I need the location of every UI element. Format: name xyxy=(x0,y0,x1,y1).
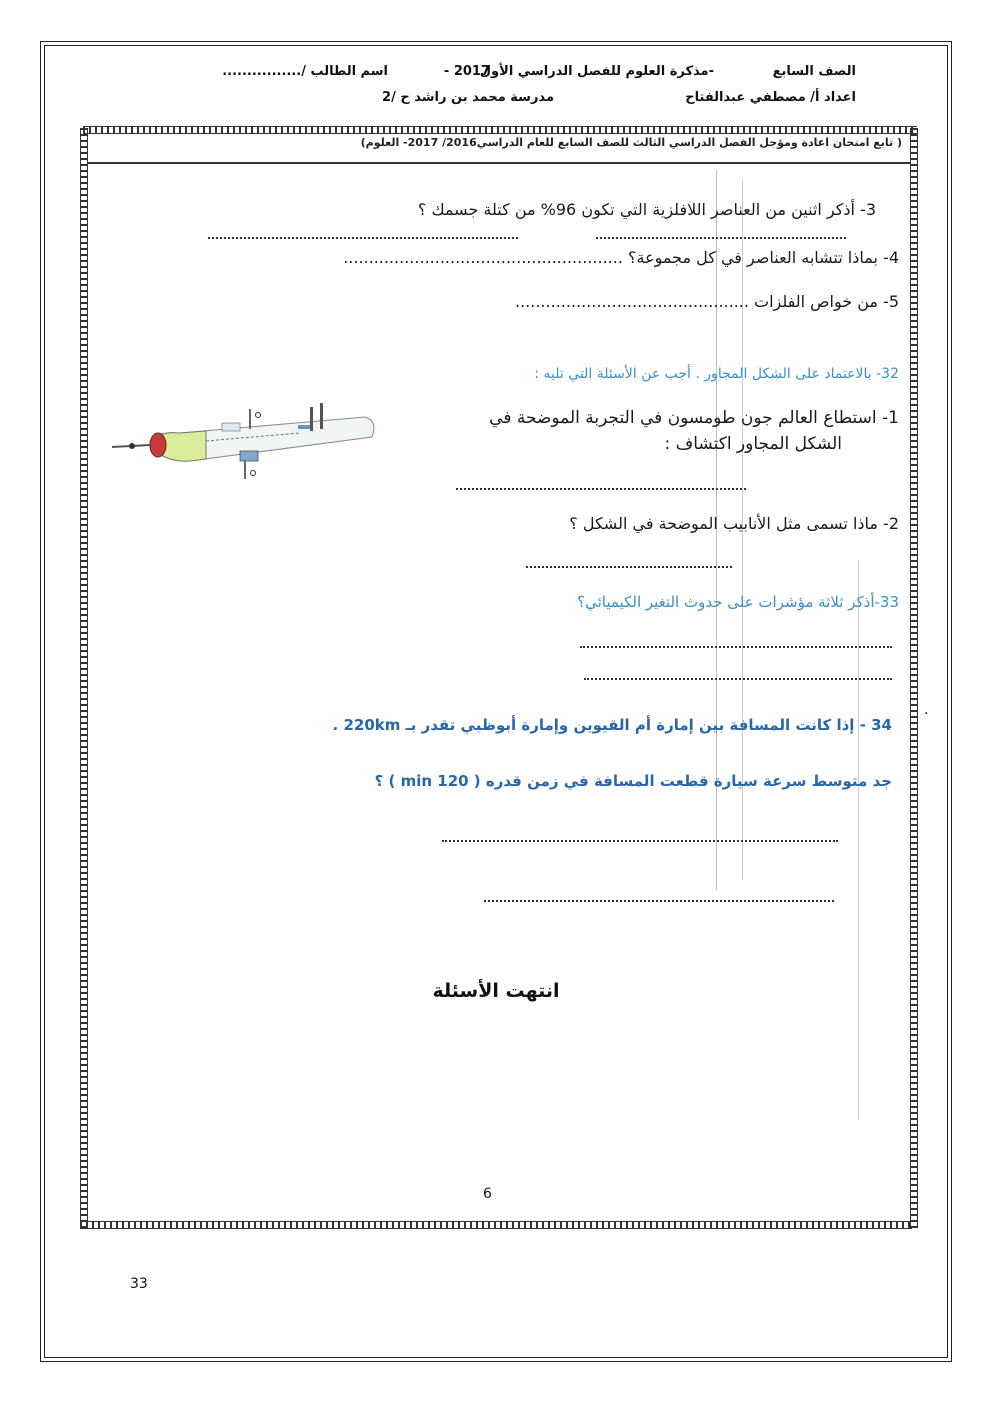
tube-body xyxy=(150,417,374,461)
banner-divider xyxy=(88,162,910,164)
header-student-name: اسم الطالب /................ xyxy=(222,64,388,79)
anode-post xyxy=(320,403,323,429)
answer-line[interactable] xyxy=(208,237,518,239)
header-year: 2017 - xyxy=(443,64,490,79)
frame-bottom-border xyxy=(80,1221,912,1229)
end-of-questions: انتهت الأسئلة xyxy=(432,980,560,1002)
answer-line[interactable] xyxy=(584,678,892,680)
answer-line[interactable] xyxy=(456,488,746,490)
question-32-1-line1: 1- استطاع العالم جون طومسون في التجربة الموضحة في xyxy=(489,408,899,428)
cathode-plate xyxy=(298,425,310,429)
inner-page-number: 6 xyxy=(483,1186,492,1202)
page-number: 33 xyxy=(130,1276,148,1292)
electrode-terminal xyxy=(129,443,135,449)
terminal-marker xyxy=(251,471,256,476)
frame-right-border xyxy=(910,128,918,1228)
frame-top-border xyxy=(83,126,917,134)
question-32-heading: 32- بالاعتماد على الشكل المجاور . أجب عن الأسئلة التي تليه : xyxy=(534,366,899,382)
question-34-line2: جد متوسط سرعة سيارة قطعت المسافة في زمن قدره ( 120 min ) ؟ xyxy=(374,772,892,790)
answer-line[interactable] xyxy=(484,900,834,902)
frame-left-border xyxy=(80,128,88,1228)
anode-post xyxy=(310,407,313,431)
answer-line[interactable] xyxy=(580,646,892,648)
question-32-2: 2- ماذا تسمى مثل الأنابيب الموضحة في الشكل ؟ xyxy=(569,514,899,533)
question-33: 33-أذكر ثلاثة مؤشرات على حدوث التغير الكيميائي؟ xyxy=(577,593,899,611)
question-4: 4- بماذا تتشابه العناصر في كل مجموعة؟ ....................................................... xyxy=(343,248,899,267)
terminal-marker xyxy=(256,413,261,418)
header-grade: الصف السابع xyxy=(772,64,856,79)
scan-artifact xyxy=(858,560,859,1120)
question-5: 5- من خواص الفلزات .............................................. xyxy=(515,292,899,311)
tube-end-cap xyxy=(150,433,166,457)
cathode-ray-tube-figure xyxy=(110,403,380,483)
question-32-1-line2: الشكل المجاور اكتشاف : xyxy=(664,434,842,454)
answer-line[interactable] xyxy=(526,566,732,568)
exam-banner: ( تابع امتحان اعادة ومؤجل الفصل الدراسي الثالث للصف السابع للعام الدراسي2016/ 2017- العلوم) xyxy=(360,136,902,149)
header-prepared-by: اعداد أ/ مصطفي عبدالفتاح xyxy=(685,90,856,105)
question-3: 3- أذكر اثنين من العناصر اللافلزية التي تكون 96% من كتلة جسمك ؟ xyxy=(417,200,876,219)
answer-line[interactable] xyxy=(596,237,846,239)
outer-border-inner xyxy=(44,45,948,1358)
header-school: مدرسة محمد بن راشد ح /2 xyxy=(382,90,554,105)
header-memo-title: -مذكرة العلوم للفصل الدراسي الأول xyxy=(479,64,714,79)
answer-line[interactable] xyxy=(442,840,838,842)
stray-dot: . xyxy=(924,702,929,718)
question-34-line1: 34 - إذا كانت المسافة بين إمارة أم القيوين وإمارة أبوظبي تقدر بـ 220km . xyxy=(332,716,892,734)
deflection-plate-top xyxy=(222,423,240,431)
deflection-plate xyxy=(240,451,258,461)
